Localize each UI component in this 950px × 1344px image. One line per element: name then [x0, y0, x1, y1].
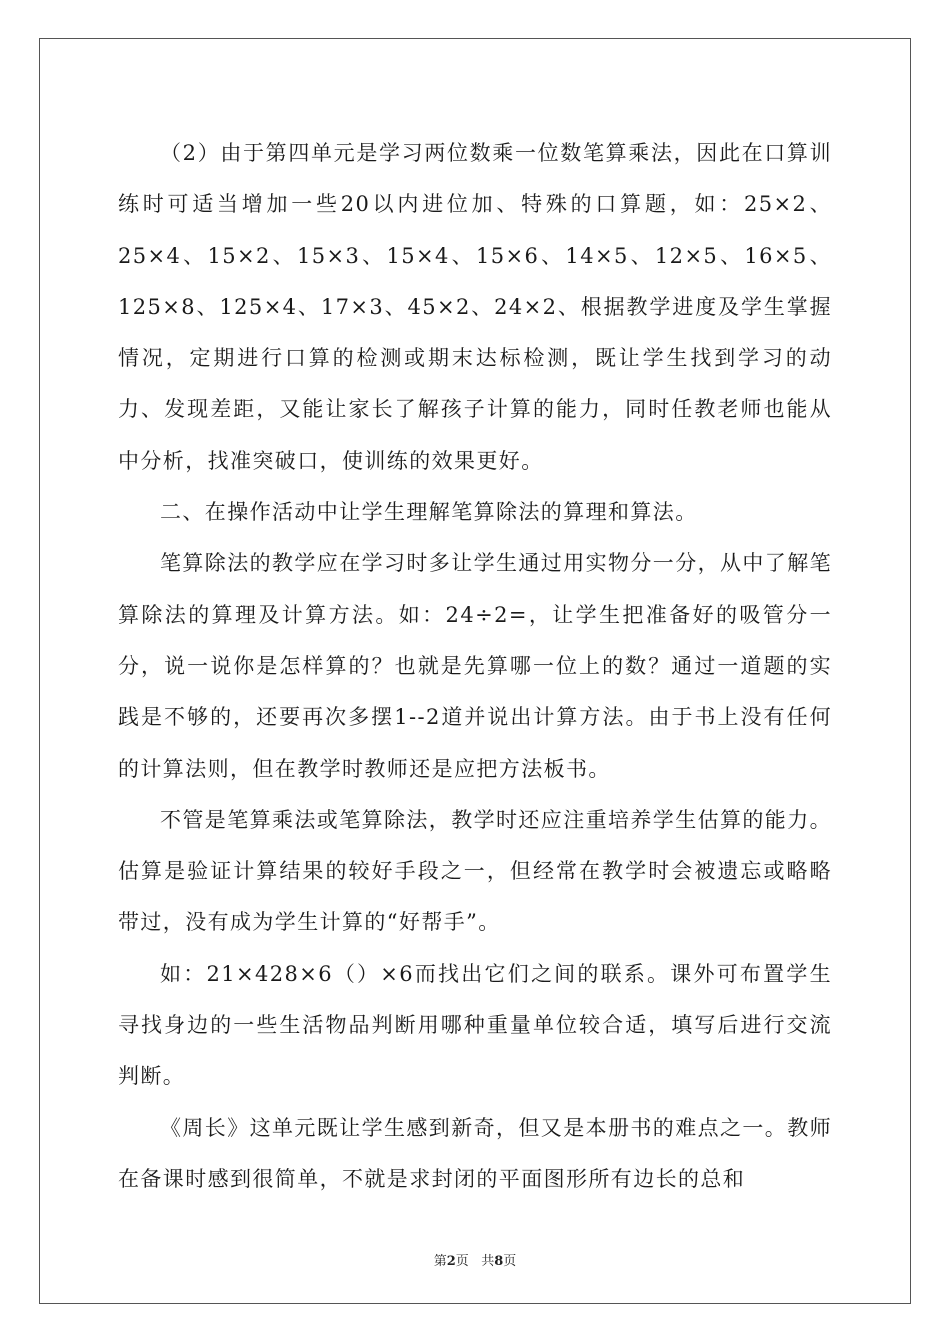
total-suffix: 页 — [503, 1254, 517, 1269]
paragraph-example: 如：21×428×6（）×6而找出它们之间的联系。课外可布置学生寻找身边的一些生活物品判断用哪种重量单位较合适，填写后进行交流判断。 — [118, 961, 832, 1089]
total-prefix: 共 — [481, 1254, 495, 1269]
paragraph-section-heading: 二、在操作活动中让学生理解笔算除法的算理和算法。 — [160, 500, 698, 525]
paragraph-perimeter: 《周长》这单元既让学生感到新奇，但又是本册书的难点之一。教师在备课时感到很简单，不就是求封闭的平面图形所有边长的总和 — [118, 1115, 832, 1191]
paragraph-oral-calculation: （2）由于第四单元是学习两位数乘一位数笔算乘法，因此在口算训练时可适当增加一些20以内进位加、特殊的口算题，如：25×2、25×4、15×2、15×3、15×4、15×6、14×5、12×5、16×5、125×8、125×4、17×3、45×2、24×2、根据教学进度及学生掌握情况，定期进行口算的检测或期末达标检测，既让学生找到学习的动力、发现差距，又能让家长了解孩子计算的能力，同时任教老师也能从中分析，找准突破口，使训练的效果更好。 — [118, 141, 832, 473]
current-page-number: 2 — [446, 1254, 456, 1269]
total-page-number: 8 — [494, 1254, 504, 1269]
page-footer — [0, 1250, 950, 1269]
page-prefix: 第 — [433, 1254, 447, 1269]
paragraph-division-teaching: 笔算除法的教学应在学习时多让学生通过用实物分一分，从中了解笔算除法的算理及计算方法。如：24÷2=，让学生把准备好的吸管分一分，说一说你是怎样算的？也就是先算哪一位上的数？通过一道题的实践是不够的，还要再次多摆1--2道并说出计算方法。由于书上没有任何的计算法则，但在教学时教师还是应把方法板书。 — [118, 551, 832, 781]
paragraph-estimation: 不管是笔算乘法或笔算除法，教学时还应注重培养学生估算的能力。估算是验证计算结果的较好手段之一，但经常在教学时会被遗忘或略略带过，没有成为学生计算的“好帮手”。 — [118, 807, 832, 935]
page-suffix: 页 — [455, 1254, 469, 1269]
document-body — [118, 128, 832, 1205]
